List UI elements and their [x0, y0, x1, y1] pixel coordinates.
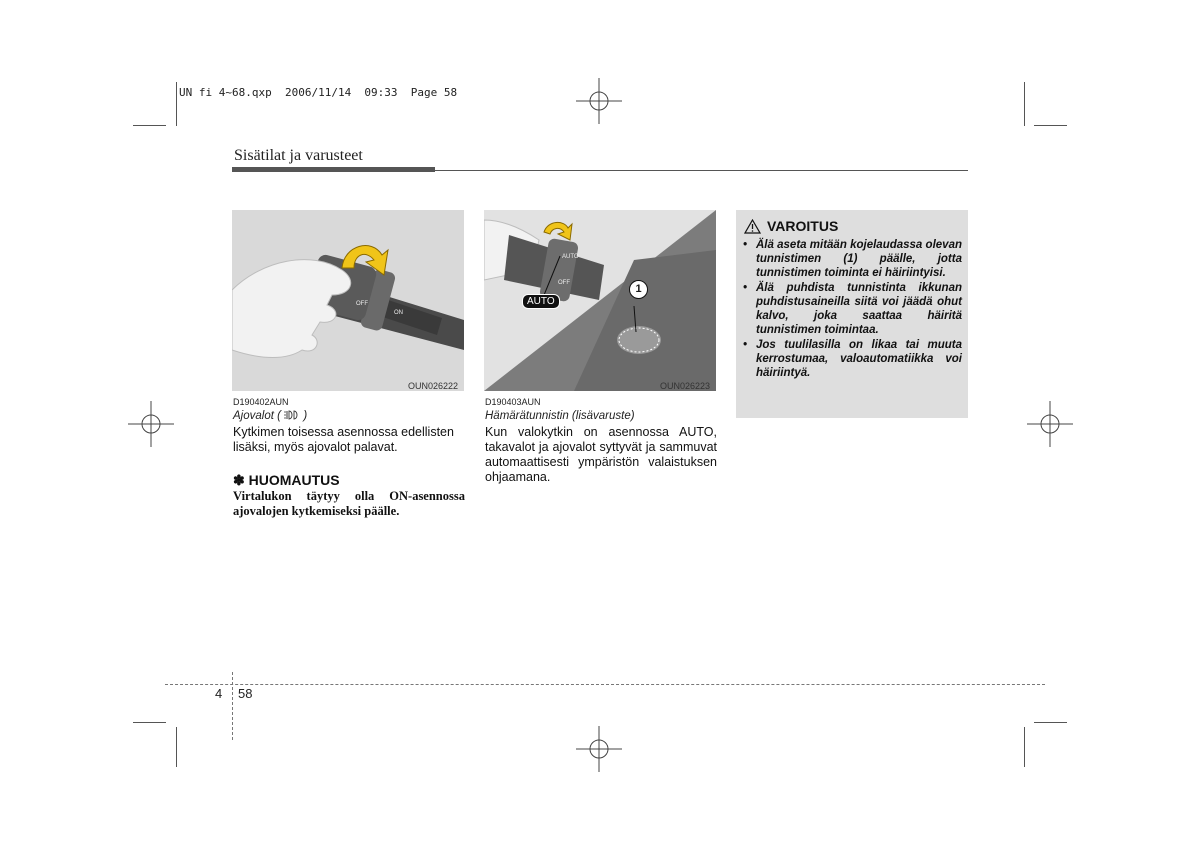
subsection-heading: [233, 410, 307, 422]
subsection-heading-prefix: Ajovalot (: [233, 410, 285, 422]
crop-mark: [176, 82, 177, 126]
figure-auto-light-sensor: [484, 210, 716, 391]
crop-mark: [1034, 125, 1067, 126]
svg-text:OFF: OFF: [558, 280, 570, 286]
subsection-heading-suffix: ): [300, 410, 308, 422]
header-rule-thin: [435, 170, 968, 171]
figure-label: OUN026222: [408, 381, 459, 391]
crop-mark: [1024, 82, 1025, 126]
header-rule-thick: [232, 167, 435, 172]
warning-heading: [744, 218, 838, 234]
registration-mark-icon: [576, 78, 622, 124]
warning-item: • Älä aseta mitään kojelaudassa olevan tunnistimen (1) päälle, jotta tunnistimen toiminta ei häiriintyisi.: [736, 238, 962, 280]
svg-text:OFF: OFF: [356, 301, 368, 307]
auto-callout: [522, 294, 560, 309]
paragraph: Kun valokytkin on asennossa AUTO, takavalot ja ajovalot syttyvät ja sammuvat automaattisesti ympäristön valaistuksen ohjaamana.: [485, 425, 717, 484]
footer-rule: [165, 684, 1045, 685]
section-title: Sisätilat ja varusteet: [234, 147, 363, 164]
warning-item: • Jos tuulilasilla on likaa tai muuta kerrostumaa, valoautomatiikka voi häiriintyä.: [736, 338, 962, 380]
page-number: 58: [238, 686, 253, 701]
registration-mark-icon: [128, 401, 174, 447]
crop-mark: [1024, 727, 1025, 767]
note-title: ✽ HUOMAUTUS: [233, 472, 340, 488]
subsection-heading: Hämärätunnistin (lisävaruste): [485, 410, 635, 422]
sensor-marker: [629, 280, 648, 299]
svg-text:AUTO: AUTO: [562, 254, 579, 260]
figure-headlight-switch: [232, 210, 464, 391]
warning-item: • Älä puhdista tunnistinta ikkunan puhdistusaineilla siitä voi jäädä ohut kalvo, joka saattaa häiritä tunnistimen toimintaa.: [736, 281, 962, 337]
svg-text:ON: ON: [394, 310, 403, 316]
headlight-icon: [284, 410, 300, 420]
auto-light-sensor-illustration: [484, 210, 716, 391]
crop-mark: [1034, 722, 1067, 723]
footer-divider: [232, 672, 233, 740]
warning-box: [736, 210, 968, 418]
section-code: D190402AUN: [233, 397, 289, 407]
warning-list: [736, 238, 962, 381]
crop-mark: [176, 727, 177, 767]
chapter-number: 4: [215, 686, 223, 701]
warning-triangle-icon: [744, 219, 761, 234]
headlight-switch-illustration: [232, 210, 464, 391]
registration-mark-icon: [1027, 401, 1073, 447]
sensor-marker-label: 1: [635, 283, 642, 295]
print-header: UN fi 4~68.qxp 2006/11/14 09:33 Page 58: [179, 86, 458, 99]
note-body: Virtalukon täytyy olla ON-asennossa ajovalojen kytkemiseksi päälle.: [233, 489, 465, 518]
crop-mark: [133, 125, 166, 126]
crop-mark: [133, 722, 166, 723]
section-code: D190403AUN: [485, 397, 541, 407]
paragraph: Kytkimen toisessa asennossa edellisten lisäksi, myös ajovalot palavat.: [233, 425, 454, 454]
figure-label: OUN026223: [660, 381, 711, 391]
registration-mark-icon: [576, 726, 622, 772]
auto-callout-label: AUTO: [527, 296, 555, 307]
warning-title: VAROITUS: [767, 218, 839, 234]
